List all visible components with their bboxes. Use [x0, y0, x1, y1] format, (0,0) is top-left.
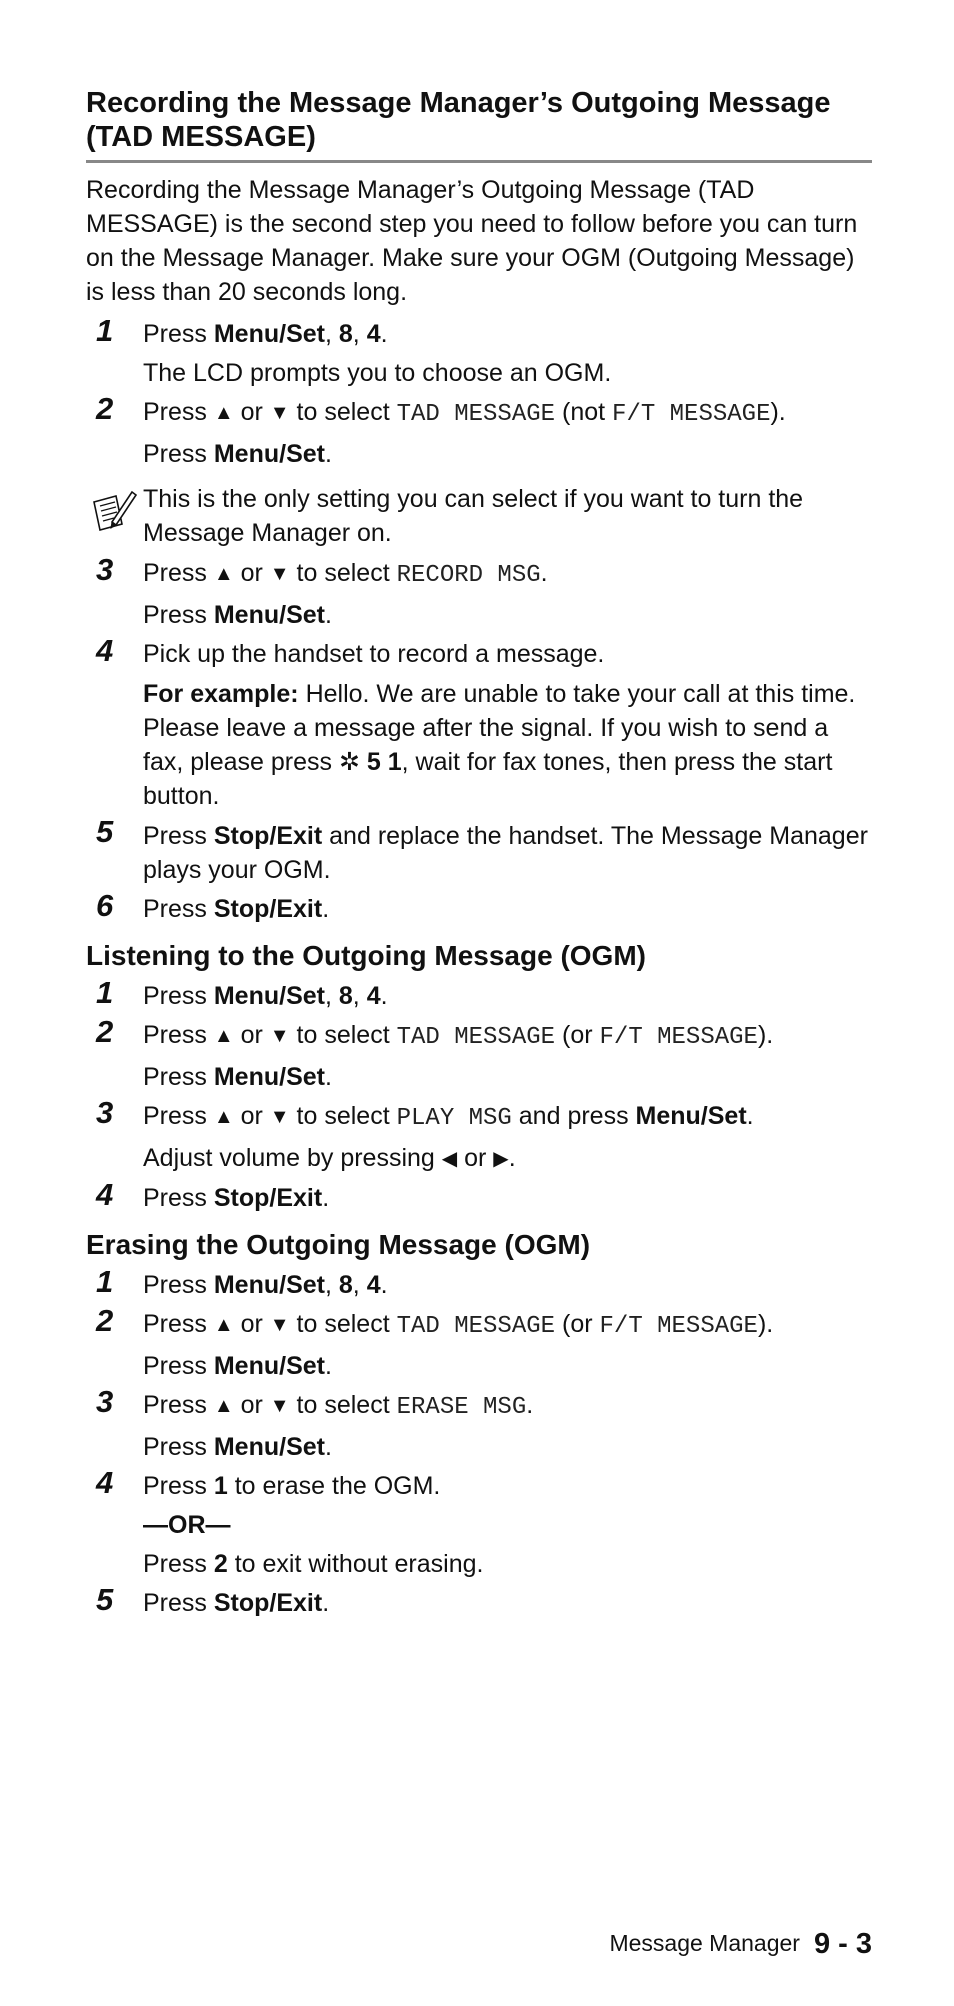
step-line: Press 2 to exit without erasing. [143, 1550, 484, 1578]
step-line: Press ▲ or ▼ to select TAD MESSAGE (or F/T MESSAGE). [143, 1310, 774, 1340]
section-title-line1: Recording the Message Manager’s Outgoing Message [86, 87, 831, 119]
step-number: 2 [96, 1014, 114, 1049]
lcd-option-record-msg: RECORD MSG [396, 562, 541, 589]
step-item [86, 1097, 872, 1179]
step-line: Press ▲ or ▼ to select PLAY MSG and press Menu/Set. [143, 1102, 754, 1132]
step-line: Press Menu/Set. [143, 1352, 332, 1380]
up-arrow-icon: ▲ [213, 1106, 234, 1128]
step-line: Press Stop/Exit. [143, 895, 330, 923]
step-line: Press Menu/Set. [143, 601, 332, 629]
step-line: Press Menu/Set, 8, 4. [143, 320, 388, 348]
step-number: 5 [96, 1582, 114, 1617]
down-arrow-icon: ▼ [269, 1025, 290, 1047]
step-line: Press Menu/Set, 8, 4. [143, 1271, 388, 1299]
step-item [86, 554, 872, 635]
step-number: 3 [96, 1095, 114, 1130]
down-arrow-icon: ▼ [269, 1106, 290, 1128]
step-item [86, 315, 872, 393]
step-number: 4 [96, 1465, 114, 1500]
step-number: 1 [96, 1264, 114, 1299]
step-number: 4 [96, 1177, 114, 1212]
up-arrow-icon: ▲ [213, 1395, 234, 1417]
step-line: Press ▲ or ▼ to select ERASE MSG. [143, 1391, 534, 1421]
step-line: Press ▲ or ▼ to select TAD MESSAGE (or F/T MESSAGE). [143, 1021, 774, 1051]
listening-steps [86, 977, 872, 1218]
footer-page-number: 9 - 3 [813, 1928, 872, 1960]
lcd-option-tad-message: TAD MESSAGE [396, 1024, 556, 1051]
step-line: Press ▲ or ▼ to select TAD MESSAGE (not F/T MESSAGE). [143, 398, 786, 428]
note-block [86, 482, 872, 550]
step-line: Adjust volume by pressing ◀ or ▶. [143, 1139, 872, 1179]
lcd-option-play-msg: PLAY MSG [396, 1105, 512, 1132]
step-line: Press Menu/Set. [143, 440, 332, 468]
up-arrow-icon: ▲ [213, 1314, 234, 1336]
star-key-icon: ✲ [338, 748, 360, 776]
example-text: For example: Hello. We are unable to take your call at this time. Please leave a message after the signal. If you wish to send a fax, please press ✲ 5 1, wait for fax tones, then press the start button. [143, 680, 856, 810]
erasing-steps [86, 1266, 872, 1623]
footer-chapter-label: Message Manager [609, 1930, 800, 1956]
step-line: Pick up the handset to record a message. [143, 640, 605, 668]
section-title-erasing: Erasing the Outgoing Message (OGM) [86, 1229, 591, 1260]
recording-steps [86, 315, 872, 929]
section-title-listening: Listening to the Outgoing Message (OGM) [86, 940, 646, 971]
step-number: 5 [96, 814, 114, 849]
step-item [86, 635, 872, 816]
section-title-line2: (TAD MESSAGE) [86, 121, 316, 153]
intro-paragraph: Recording the Message Manager’s Outgoing Message (TAD MESSAGE) is the second step you need to follow before you can turn on the Message Manager. Make sure your OGM (Outgoing Message) is less than 20 seconds long. [86, 176, 858, 306]
step-line: Press Menu/Set, 8, 4. [143, 982, 388, 1010]
lcd-option-ft-message: F/T MESSAGE [599, 1024, 758, 1051]
step-number: 1 [96, 313, 114, 348]
step-line: Press Menu/Set. [143, 1433, 332, 1461]
document-page [86, 86, 872, 1623]
lcd-option-tad-message: TAD MESSAGE [396, 401, 556, 428]
step-number: 6 [96, 888, 114, 923]
lcd-option-erase-msg: ERASE MSG [396, 1394, 527, 1421]
step-item [86, 1386, 872, 1467]
lcd-option-ft-message: F/T MESSAGE [599, 1313, 758, 1340]
step-number: 2 [96, 391, 114, 426]
down-arrow-icon: ▼ [269, 1395, 290, 1417]
note-pencil-icon [90, 488, 138, 534]
down-arrow-icon: ▼ [269, 402, 290, 424]
lcd-option-ft-message: F/T MESSAGE [612, 401, 771, 428]
up-arrow-icon: ▲ [213, 1025, 234, 1047]
step-number: 4 [96, 633, 114, 668]
up-arrow-icon: ▲ [213, 563, 234, 585]
step-item [86, 1016, 872, 1097]
step-item [86, 1584, 872, 1623]
step-line: Press ▲ or ▼ to select RECORD MSG. [143, 559, 548, 589]
step-item [86, 1266, 872, 1305]
step-line: Press Stop/Exit. [143, 1184, 330, 1212]
step-number: 3 [96, 1384, 114, 1419]
step-item [86, 393, 872, 474]
step-line: Press 1 to erase the OGM. [143, 1472, 441, 1500]
note-text: This is the only setting you can select if you want to turn the Message Manager on. [143, 485, 804, 547]
or-separator: —OR— [143, 1511, 231, 1539]
left-arrow-icon: ◀ [441, 1148, 458, 1170]
page-footer [609, 1926, 872, 1961]
step-line: Press Menu/Set. [143, 1063, 332, 1091]
step-item [86, 1467, 872, 1584]
step-item [86, 816, 872, 890]
step-line: The LCD prompts you to choose an OGM. [143, 359, 612, 387]
section-title-recording [86, 86, 872, 163]
step-item [86, 890, 872, 929]
step-number: 2 [96, 1303, 114, 1338]
step-item [86, 1305, 872, 1386]
lcd-option-tad-message: TAD MESSAGE [396, 1313, 556, 1340]
up-arrow-icon: ▲ [213, 402, 234, 424]
step-number: 1 [96, 975, 114, 1010]
down-arrow-icon: ▼ [269, 1314, 290, 1336]
down-arrow-icon: ▼ [269, 563, 290, 585]
step-line: Press Stop/Exit and replace the handset. The Message Manager plays your OGM. [143, 822, 868, 884]
right-arrow-icon: ▶ [493, 1148, 509, 1170]
step-line: Press Stop/Exit. [143, 1589, 330, 1617]
step-item [86, 977, 872, 1016]
step-number: 3 [96, 552, 114, 587]
step-item [86, 1179, 872, 1218]
